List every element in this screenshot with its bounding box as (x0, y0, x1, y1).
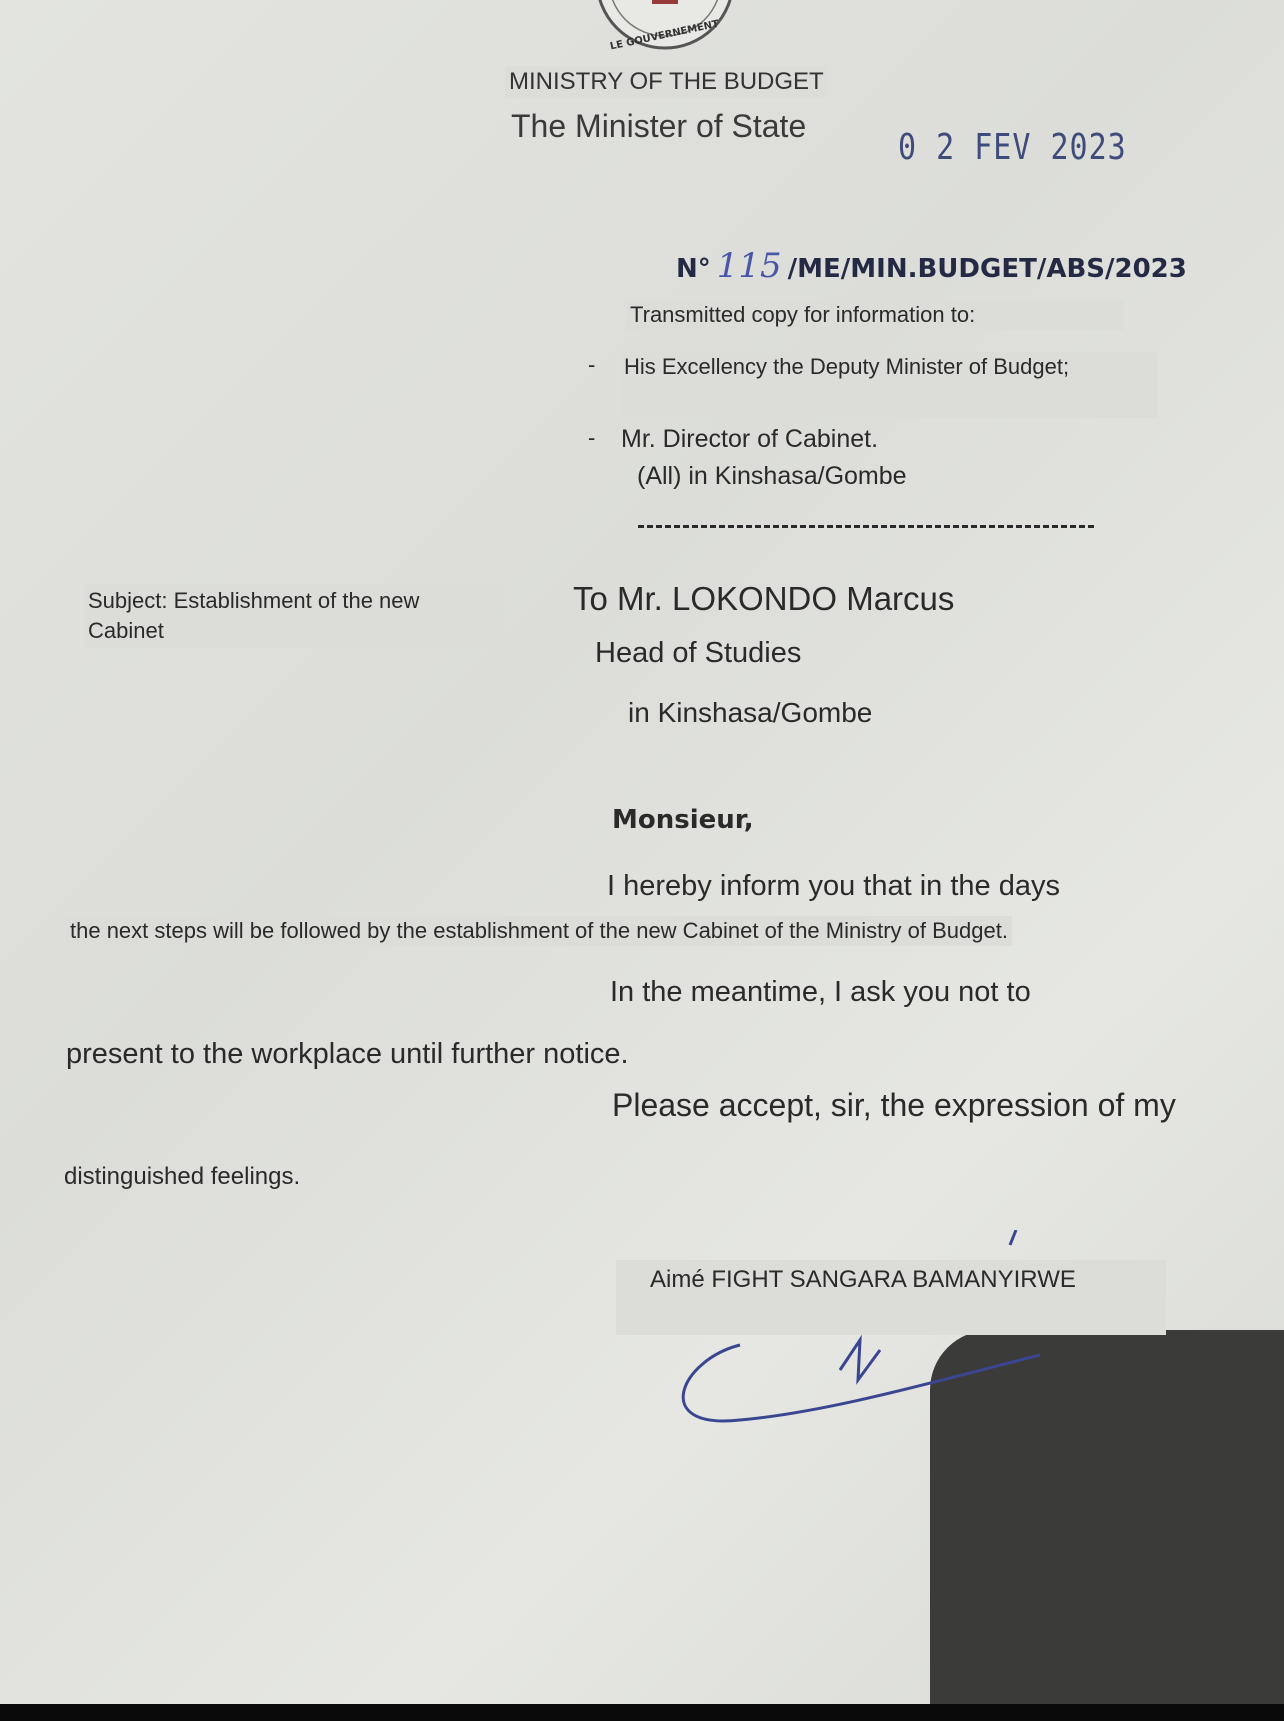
copy-recipient-2: Mr. Director of Cabinet. (621, 425, 879, 453)
paragraph-2-line-2: present to the workplace until further notice. (66, 1038, 629, 1070)
addressee-location: in Kinshasa/Gombe (628, 697, 873, 728)
reference-suffix: /ME/MIN.BUDGET/ABS/2023 (787, 254, 1187, 284)
bottom-edge-bar (0, 1704, 1284, 1721)
copy-bullet: - (588, 352, 596, 377)
paragraph-3-line-2: distinguished feelings. (64, 1163, 301, 1190)
salutation: Monsieur, (612, 805, 754, 835)
date-stamp: 0 2 FEV 2023 (898, 126, 1127, 169)
paragraph-1-line-1: I hereby inform you that in the days (607, 870, 1060, 902)
copy-recipient-1: His Excellency the Deputy Minister of Budget; (620, 352, 1158, 418)
paragraph-1-line-2: the next steps will be followed by the establishment of the new Cabinet of the Ministry of Budget. (66, 916, 1012, 946)
subject-line: Subject: Establishment of the new Cabinet (84, 584, 502, 648)
ministry-heading: MINISTRY OF THE BUDGET (505, 66, 828, 98)
minister-title: The Minister of State (511, 108, 807, 144)
svg-text:LE GOUVERNEMENT: LE GOUVERNEMENT (609, 18, 720, 53)
signatory-name: Aimé FIGHT SANGARA BAMANYIRWE (616, 1260, 1166, 1335)
copy-bullet: - (588, 425, 596, 450)
government-seal (590, 0, 740, 55)
addressee-name: To Mr. LOKONDO Marcus (573, 580, 955, 617)
copy-location: (All) in Kinshasa/Gombe (637, 462, 907, 490)
addressee-title: Head of Studies (595, 637, 802, 669)
reference-handwritten-number: 115 (716, 246, 782, 286)
paragraph-3-line-1: Please accept, sir, the expression of my (612, 1087, 1176, 1123)
reference-number (676, 246, 1187, 286)
dashed-divider (638, 525, 1094, 528)
copy-intro: Transmitted copy for information to: (626, 300, 1124, 330)
reference-prefix: N° (676, 254, 711, 284)
paragraph-2-line-1: In the meantime, I ask you not to (610, 976, 1031, 1008)
